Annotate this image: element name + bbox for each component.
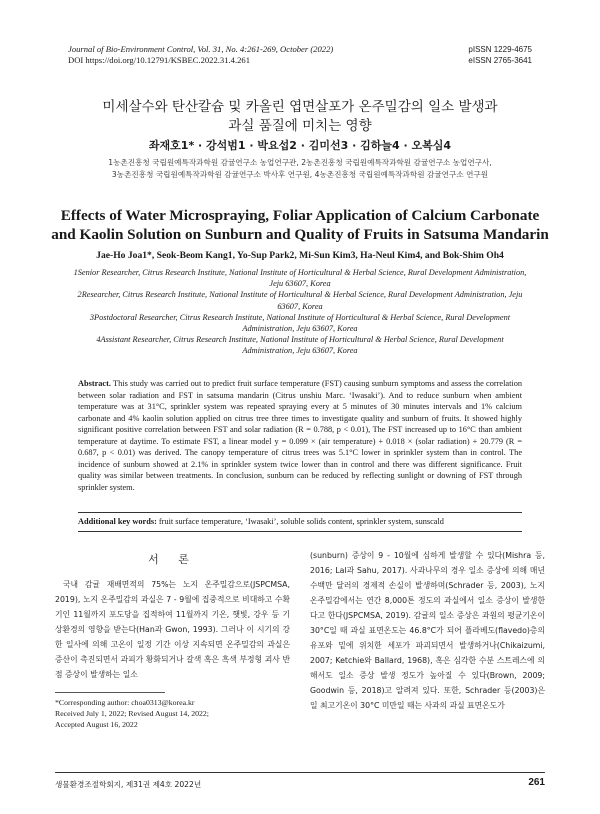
body-right-column	[310, 548, 545, 713]
english-authors: Jae-Ho Joa1*, Seok-Beom Kang1, Yo-Sup Park2, Mi-Sun Kim3, Ha-Neul Kim4, and Bok-Shim Oh4	[96, 250, 504, 261]
journal-citation	[68, 44, 333, 66]
footer-journal: 생물환경조절학회지, 제31권 제4호 2022년	[55, 780, 202, 789]
body-left-column	[55, 548, 290, 682]
affiliation-1: 1Senior Researcher, Citrus Research Institute, National Institute of Horticultural & Herbal Science, Rural Development Administration, Jeju 63607, Korea	[73, 268, 527, 289]
korean-title-line2: 과실 품질에 미치는 영향	[228, 118, 372, 134]
keywords	[78, 516, 522, 527]
eissn: eISSN 2765-3641	[468, 56, 532, 65]
korean-affiliations	[66, 157, 534, 181]
received-date: Received July 1, 2022; Revised August 14, 2022;	[55, 709, 209, 718]
korean-affil-line2: 3농촌진흥청 국립원예특작과학원 감귤연구소 박사후 연구원, 4농촌진흥청 국립원예특작과학원 감귤연구소 연구원	[111, 170, 489, 179]
abstract-label: Abstract.	[78, 379, 111, 388]
footnote	[55, 697, 295, 730]
english-title-line1: Effects of Water Microspraying, Foliar Application of Calcium Carbonate	[60, 207, 540, 224]
footnote-rule	[55, 692, 165, 693]
accepted-date: Accepted August 16, 2022	[55, 720, 138, 729]
keywords-text: fruit surface temperature, ‘Iwasaki’, soluble solids content, sprinkler system, sunscald	[158, 517, 444, 526]
korean-title	[40, 98, 560, 136]
page-number: 261	[528, 777, 545, 788]
section-title: 서 론	[148, 553, 197, 566]
affiliation-2: 2Researcher, Citrus Research Institute, National Institute of Horticultural & Herbal Science, Rural Development Administration, Jeju 63607, Korea	[77, 290, 523, 311]
footer-rule	[55, 772, 545, 773]
english-title-line2: and Kaolin Solution on Sunburn and Quality of Fruits in Satsuma Mandarin	[51, 226, 549, 243]
corresponding-author: *Corresponding author: choa0313@korea.kr	[55, 698, 195, 707]
issn-block	[468, 44, 532, 66]
keywords-top-rule	[78, 512, 522, 513]
doi[interactable]: DOI https://doi.org/10.12791/KSBEC.2022.31.4.261	[68, 55, 250, 65]
korean-title-line1: 미세살수와 탄산칼슘 및 카올린 엽면살포가 온주밀감의 일소 발생과	[102, 99, 498, 115]
journal-name: Journal of Bio-Environment Control, Vol. 31, No. 4:261-269, October (2022)	[68, 44, 334, 54]
korean-affil-line1: 1농촌진흥청 국립원예특작과학원 감귤연구소 농업연구관, 2농촌진흥청 국립원예특작과학원 감귤연구소 농업연구사,	[108, 158, 492, 167]
keywords-label: Additional key words:	[78, 517, 157, 526]
korean-authors: 좌재호1* · 강석범1 · 박요섭2 · 김미선3 · 김하늘4 · 오복심4	[148, 139, 452, 152]
left-column-text: 국내 감귤 재배면적의 75%는 노지 온주밀감으로(JSPCMSA, 2019), 노지 온주밀감의 과실은 7 - 9월에 집중적으로 비대하고 수확기인 11월까지 포도당을 집적하여 11월까지 기온, 햇빛, 강우 등 기상환경의 영향을 받는다(Han과 Gwon, 1993). 그러나 이 시기의 강한 일사에 의해 고온이 일정 기간 이상 지속되면 온주밀감의 과실은 증산이 촉진되면서 과피가 황화되거나 갈색 혹은 흑색 부정형 괴사 반점 증상이 발생하는 일소	[55, 580, 290, 679]
right-column-text: (sunburn) 증상이 9 - 10월에 심하게 발생할 수 있다(Mishra 등, 2016; Lal과 Sahu, 2017). 사과나무의 경우 일소 증상에 의해 매년 수백만 달러의 경제적 손실이 발생하며(Schrader 등, 2003), 노지 온주밀감에서는 연간 8,000톤 정도의 과실에서 일소 증상이 발생한다고 한다(JSPCMSA, 2019). 감귤의 일소 증상은 과원의 평균기온이 30°C일 때 과실 표면온도는 46.8°C가 되어 플라베도(flavedo)층의 유포와 밑에 위치한 세포가 파괴되면서 발생하거나(Chikaizumi, 2007; Ketchie와 Ballard, 1968), 혹은 심각한 수분 스트레스에 의해서도 일소 증상 발생 정도가 높아질 수 있다(Brown, 2009; Goodwin 등, 2018)고 알려져 있다. 또한, Schrader 등(2003)은 일 최고기온이 30°C 미만일 때는 사과의 과실 표면온도가	[310, 551, 545, 710]
keywords-bottom-rule	[78, 531, 522, 532]
affiliation-3: 3Postdoctoral Researcher, Citrus Research Institute, National Institute of Horticultural & Herbal Science, Rural Development Administration, Jeju 63607, Korea	[89, 312, 511, 334]
abstract-text: This study was carried out to predict fruit surface temperature (FST) causing sunburn symptoms and assess the correlation between solar radiation and FST in satsuma mandarin (Citrus unshiu Marc. ‘Iwasaki’). And to reduce sunburn when ambient temperature was at 31°C, sprinkler system was repeated spraying every at 5 minutes of 30 minutes intervals and 1% calcium carbonate and 4% kaolin solution applied on citrus tree three times to investigate quality and sunburn of fruits. It showed highly significant positive correlation between FST and solar radiation (R = 0.788, p < 0.01), The FST increased up to 16°C than ambient temperature at daytime. To estimate FST, a linear model y = 0.099 × (air temperature) + 0.018 × (solar radiation) + 20.779 (R = 0.687, p < 0.01) was derived. The canopy temperature of citrus trees was 5.1°C lower in sprinkler system than in control. The incidence of sunburn showed at 2.1% in sprinkler system twice lower than in control and there was different significance. Fruit quality was similar between treatments. In conclusion, sunburn can be reduced by reflecting sunlight or downing of FST through sprinkler system.	[78, 379, 522, 492]
affiliation-4: 4Assistant Researcher, Citrus Research Institute, National Institute of Horticultural & Herbal Science, Rural Development Administration, Jeju 63607, Korea	[96, 335, 504, 356]
abstract	[78, 378, 522, 493]
english-title	[40, 206, 560, 244]
pissn: pISSN 1229-4675	[468, 45, 532, 54]
english-affiliations	[70, 267, 530, 357]
